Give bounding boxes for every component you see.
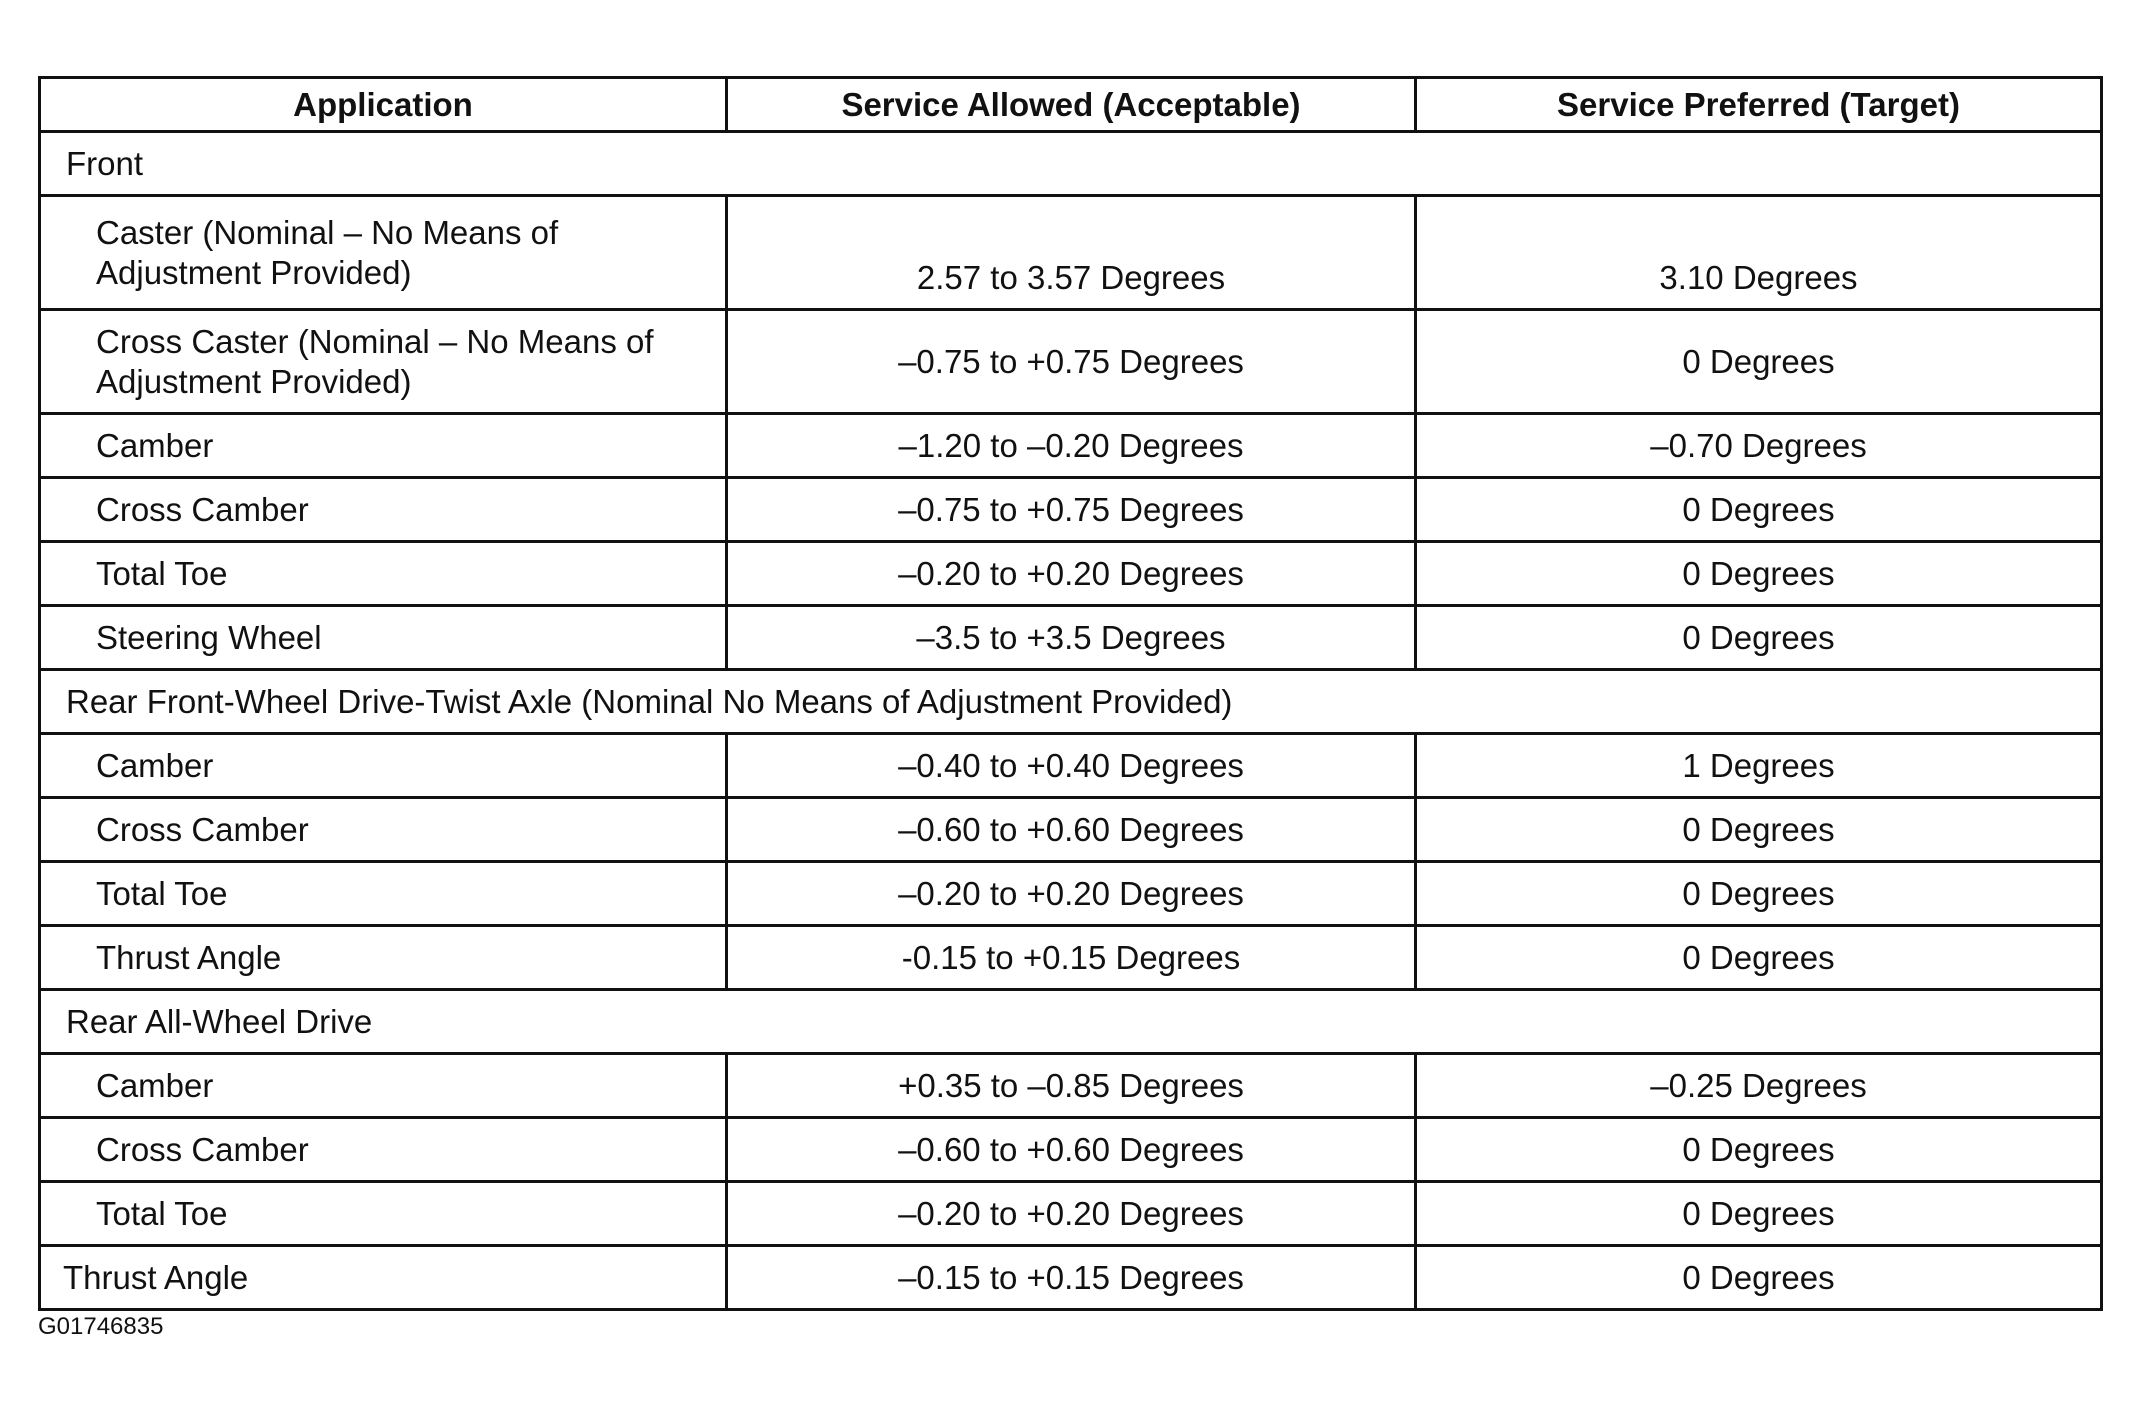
allowed-cell: 2.57 to 3.57 Degrees: [727, 196, 1416, 310]
section-label: Front: [40, 132, 2102, 196]
section-label: Rear All-Wheel Drive: [40, 990, 2102, 1054]
section-label: Rear Front-Wheel Drive-Twist Axle (Nominal No Means of Adjustment Provided): [40, 670, 2102, 734]
allowed-cell: –1.20 to –0.20 Degrees: [727, 414, 1416, 478]
allowed-cell: –0.75 to +0.75 Degrees: [727, 478, 1416, 542]
application-cell: Thrust Angle: [40, 926, 727, 990]
section-row: [40, 670, 2102, 734]
preferred-cell: 0 Degrees: [1416, 1118, 2102, 1182]
preferred-cell: 0 Degrees: [1416, 862, 2102, 926]
table-header: [40, 78, 2102, 132]
application-cell: Steering Wheel: [40, 606, 727, 670]
wheel-alignment-spec-table: [38, 76, 2103, 1311]
table-row: [40, 414, 2102, 478]
allowed-cell: –0.60 to +0.60 Degrees: [727, 1118, 1416, 1182]
preferred-cell: 0 Degrees: [1416, 542, 2102, 606]
header-application: Application: [40, 78, 727, 132]
table-row: [40, 478, 2102, 542]
application-cell: Total Toe: [40, 862, 727, 926]
allowed-cell: –0.20 to +0.20 Degrees: [727, 1182, 1416, 1246]
table-row: [40, 734, 2102, 798]
application-cell: Camber: [40, 414, 727, 478]
application-cell: Cross Camber: [40, 1118, 727, 1182]
allowed-cell: –0.75 to +0.75 Degrees: [727, 310, 1416, 414]
header-service-preferred: Service Preferred (Target): [1416, 78, 2102, 132]
application-cell: Total Toe: [40, 1182, 727, 1246]
application-cell: Camber: [40, 734, 727, 798]
header-service-allowed: Service Allowed (Acceptable): [727, 78, 1416, 132]
table-row: [40, 926, 2102, 990]
table-row: [40, 1246, 2102, 1310]
section-row: [40, 990, 2102, 1054]
table-row: [40, 606, 2102, 670]
table-row: [40, 1182, 2102, 1246]
allowed-cell: –0.20 to +0.20 Degrees: [727, 542, 1416, 606]
allowed-cell: –0.60 to +0.60 Degrees: [727, 798, 1416, 862]
table-row: [40, 310, 2102, 414]
application-cell: Total Toe: [40, 542, 727, 606]
preferred-cell: 0 Degrees: [1416, 606, 2102, 670]
application-cell: Cross Caster (Nominal – No Means of Adjustment Provided): [40, 310, 727, 414]
application-cell: Camber: [40, 1054, 727, 1118]
preferred-cell: 0 Degrees: [1416, 1182, 2102, 1246]
preferred-cell: 0 Degrees: [1416, 1246, 2102, 1310]
allowed-cell: +0.35 to –0.85 Degrees: [727, 1054, 1416, 1118]
application-cell: Thrust Angle: [40, 1246, 727, 1310]
table-row: [40, 542, 2102, 606]
figure-id: G01746835: [38, 1313, 164, 1340]
table-row: [40, 196, 2102, 310]
table-row: [40, 862, 2102, 926]
preferred-cell: 0 Degrees: [1416, 310, 2102, 414]
preferred-cell: –0.70 Degrees: [1416, 414, 2102, 478]
table-row: [40, 1118, 2102, 1182]
preferred-cell: 0 Degrees: [1416, 926, 2102, 990]
application-cell: Caster (Nominal – No Means of Adjustment Provided): [40, 196, 727, 310]
allowed-cell: –0.20 to +0.20 Degrees: [727, 862, 1416, 926]
application-cell: Cross Camber: [40, 798, 727, 862]
allowed-cell: –0.40 to +0.40 Degrees: [727, 734, 1416, 798]
table-row: [40, 1054, 2102, 1118]
application-cell: Cross Camber: [40, 478, 727, 542]
preferred-cell: –0.25 Degrees: [1416, 1054, 2102, 1118]
allowed-cell: -0.15 to +0.15 Degrees: [727, 926, 1416, 990]
preferred-cell: 3.10 Degrees: [1416, 196, 2102, 310]
table-row: [40, 798, 2102, 862]
section-row: [40, 132, 2102, 196]
preferred-cell: 0 Degrees: [1416, 478, 2102, 542]
preferred-cell: 0 Degrees: [1416, 798, 2102, 862]
preferred-cell: 1 Degrees: [1416, 734, 2102, 798]
table-body: [40, 132, 2102, 1310]
allowed-cell: –3.5 to +3.5 Degrees: [727, 606, 1416, 670]
allowed-cell: –0.15 to +0.15 Degrees: [727, 1246, 1416, 1310]
header-row: [40, 78, 2102, 132]
